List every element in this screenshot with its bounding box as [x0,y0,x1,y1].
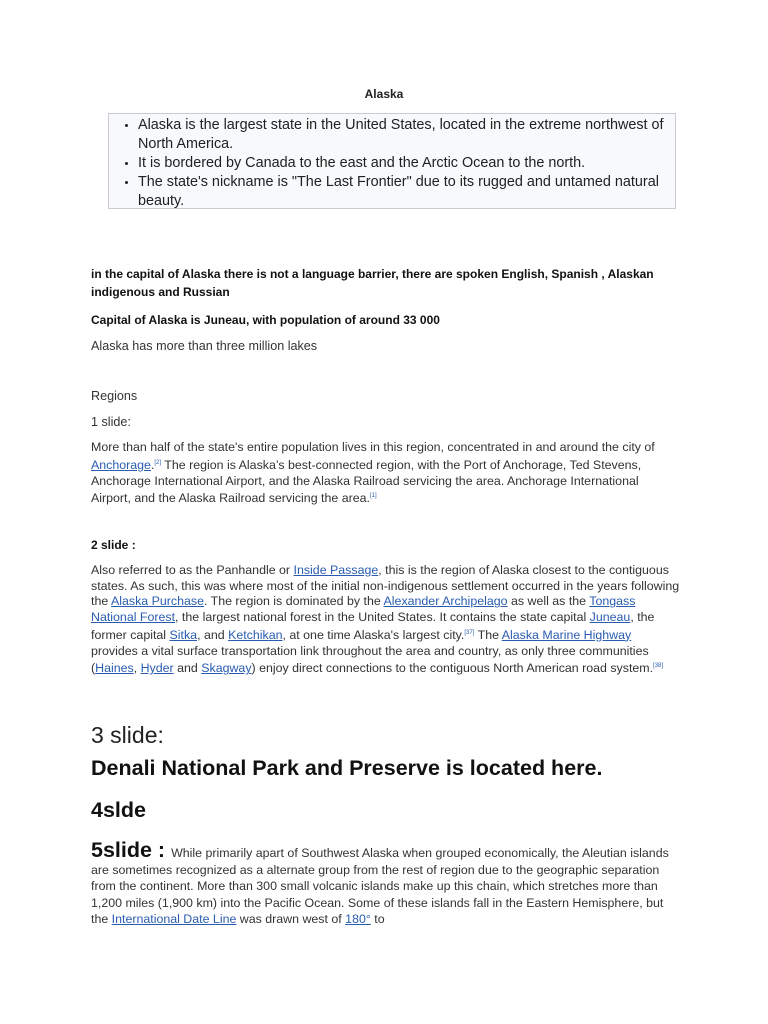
summary-bullet-3: • The state's nickname is "The Last Frontier" due to its rugged and untamed natural beauty. [138,173,675,211]
slide-3-label: 3 slide: [91,722,164,748]
slide-5-paragraph: 5slide : While primarily apart of Southwest Alaska when grouped economically, the Aleutian islands are sometimes recognized as a alternate group from the rest of region due to the geographic separation from the continent. More than 300 small volcanic islands make up this chain, which stretches more than 1,200 miles (1,900 km) into the Pacific Ocean. Some of these islands fall in the Eastern Hemisphere, but the International Date Line was drawn west of 180° to [91,838,669,927]
ref-38[interactable]: [38] [653,663,664,670]
slide-5-text: While primarily apart of Southwest Alaska when grouped economically, the Aleutian islands are sometimes recognized as a alternate group from the rest of region due to the geographic separation from the continent. More than 300 small volcanic islands make up this chain, which stretches more than 1,200 miles (1,900 km) into the Pacific Ocean. Some of these islands fall in the Eastern Hemisphere, but the [91,846,669,927]
link-skagway[interactable]: Skagway [201,661,252,676]
link-sitka[interactable]: Sitka [169,627,198,642]
language-line-2: indigenous and Russian [91,285,230,299]
summary-box [108,113,676,209]
link-hyder[interactable]: Hyder [140,661,174,676]
summary-bullet-1: • Alaska is the largest state in the United States, located in the extreme northwest of North America. [138,116,675,154]
ref-2[interactable]: [2] [154,459,162,466]
link-ketchikan[interactable]: Ketchikan [228,627,283,642]
link-180-degrees[interactable]: 180° [345,912,371,927]
regions-label: Regions [91,389,138,403]
link-haines[interactable]: Haines [95,661,134,676]
slide-1-text-2: The region is Alaska’s best-connected region, with the Port of Anchorage, Ted Stevens, Anchorage International Airport, and the Alaska Railroad servicing the area. Anchorage International Airport, and the Alaska Railroad servicing the area. [91,457,642,506]
link-inside-passage[interactable]: Inside Passage [293,563,379,577]
link-alexander-archipelago[interactable]: Alexander Archipelago [383,594,508,609]
lakes-line: Alaska has more than three million lakes [91,339,318,353]
link-alaska-marine-highway[interactable]: Alaska Marine Highway [501,627,632,642]
slide-2-label: 2 slide : [91,538,136,552]
slide-1-text-1: More than half of the state's entire population lives in this region, concentrated in and around the city of [91,440,655,454]
link-juneau[interactable]: Juneau [589,610,631,625]
slide-1-paragraph: More than half of the state's entire population lives in this region, concentrated in and around the city of Anchorage.[2] The region is Alaska’s best-connected region, with the Port of Anchorage, Ted Stevens, Anchorage International Airport, and the Alaska Railroad servicing the area. Anchorage International Airport, and the Alaska Railroad servicing the area.[1] [91,440,655,506]
document-title: Alaska [364,87,404,101]
ref-37[interactable]: [37] [464,629,475,636]
link-international-date-line[interactable]: International Date Line [111,912,237,927]
slide-1-label: 1 slide: [91,415,131,429]
denali-heading: Denali National Park and Preserve is located here. [91,756,603,780]
slide-2-paragraph: Also referred to as the Panhandle or Inside Passage, this is the region of Alaska closest to the contiguous states. As such, this was where most of the initial non-indigenous settlement occurred in the years following the Alaska Purchase. The region is dominated by the Alexander Archipelago as well as the Tongass National Forest, the largest national forest in the United States. It contains the state capital Juneau, the former capital Sitka, and Ketchikan, at one time Alaska's largest city.[37] The Alaska Marine Highway provides a vital surface transportation link throughout the area and country, as only three communities (Haines, Hyder and Skagway) enjoy direct connections to the contiguous North American road system.[38] [91,563,680,676]
slide-4-label: 4slde [91,798,146,822]
slide-5-label: 5slide : [91,838,172,862]
capital-line: Capital of Alaska is Juneau, with population of around 33 000 [91,313,440,327]
language-line-1: in the capital of Alaska there is not a language barrier, there are spoken English, Spanish , Alaskan [91,267,654,281]
summary-bullet-2: • It is bordered by Canada to the east and the Arctic Ocean to the north. [138,154,675,173]
slide-2-text: Also referred to as the Panhandle or [91,563,294,577]
link-tongass-national-forest[interactable]: Tongass National Forest [91,594,636,625]
link-anchorage[interactable]: Anchorage [91,457,151,472]
link-alaska-purchase[interactable]: Alaska Purchase [110,594,204,609]
summary-list [109,114,675,211]
ref-1[interactable]: [1] [369,493,377,500]
